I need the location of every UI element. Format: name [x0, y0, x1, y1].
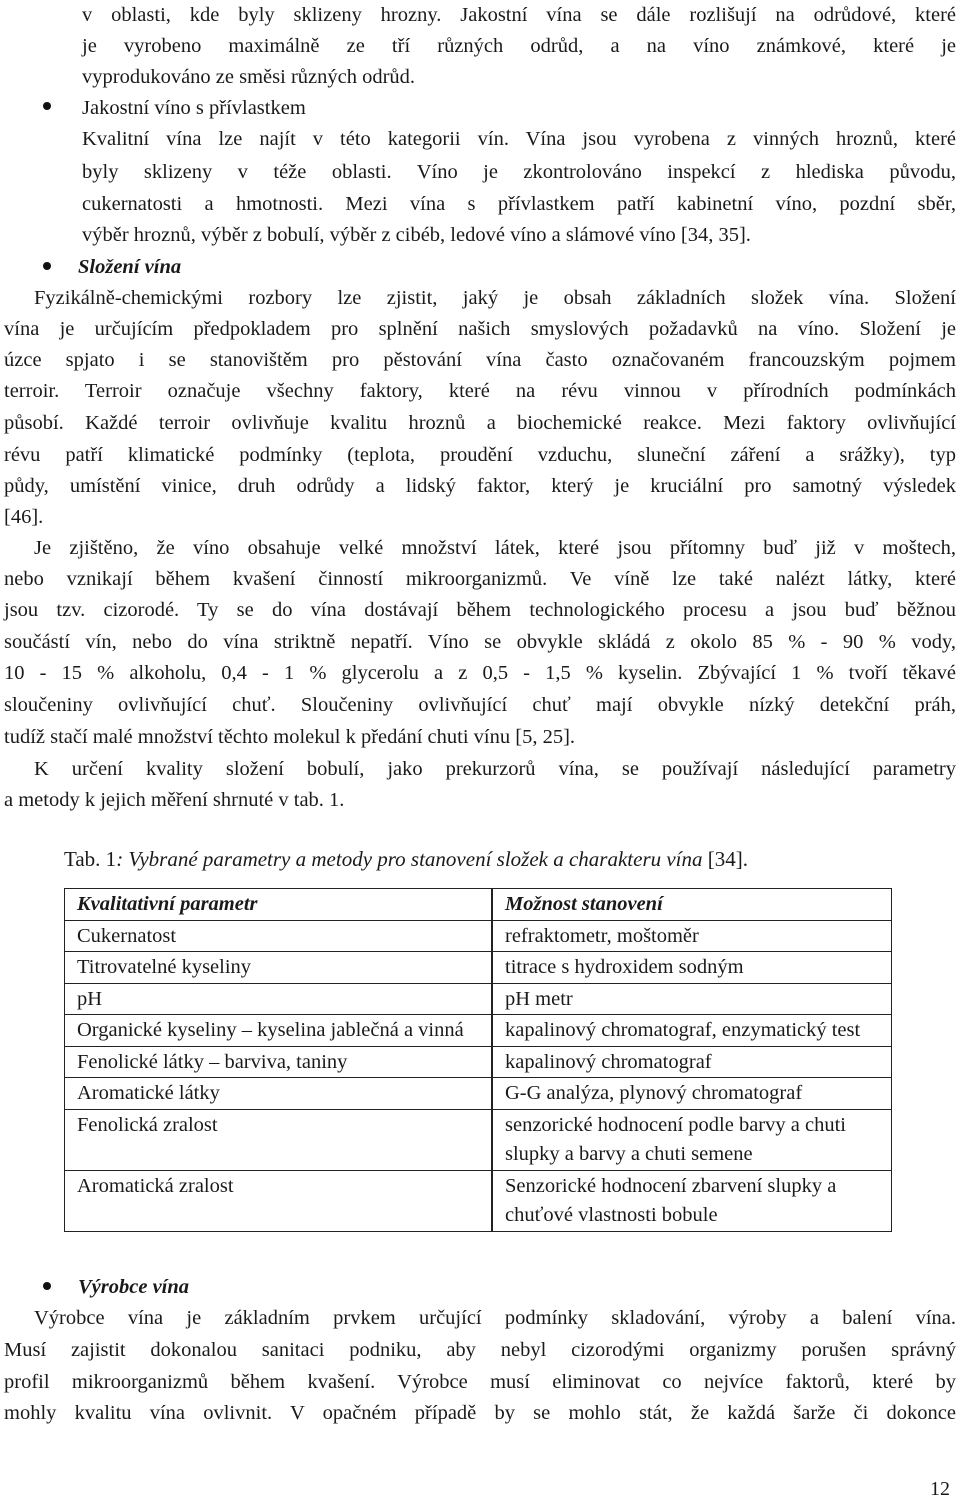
bullet2-title: Složení vína [78, 256, 182, 278]
table-row [65, 1078, 892, 1110]
table-row [65, 1015, 892, 1047]
bullet3-line-2: Musí zajistit dokonalou sanitaci podniku, aby nebyl cizorodými organizmy porušen správný [4, 1339, 956, 1361]
table-row [65, 983, 892, 1015]
bullet-icon [43, 1282, 51, 1290]
table-cell-parameter: Aromatické látky [65, 1078, 492, 1110]
bullet2-line-7: půdy, umístění vinice, druh odrůdy a lidský faktor, který je kruciální pro samotný výsledek [4, 475, 956, 497]
bullet1-line-3: cukernatosti a hmotnosti. Mezi vína s přívlastkem patří kabinetní víno, pozdní sběr, [82, 193, 956, 215]
table-cell-parameter: Aromatická zralost [65, 1170, 492, 1231]
table-row [65, 1046, 892, 1078]
intro-line-2: je vyrobeno maximálně ze tří různých odrůd, a na víno známkové, které je [82, 35, 956, 57]
page-number: 12 [930, 1478, 950, 1500]
para2-line-7: tudíž stačí malé množství těchto molekul k předání chuti vínu [5, 25]. [4, 726, 576, 748]
para2-line-6: sloučeniny ovlivňující chuť. Sloučeniny ovlivňující chuť mají obvykle nízký detekční práh, [4, 694, 956, 716]
bullet3-line-3: profil mikroorganizmů během kvašení. Výrobce musí eliminovat co nejvíce faktorů, které by [4, 1371, 956, 1393]
bullet2-line-6: révu patří klimatické podmínky (teplota, proudění vzduchu, sluneční záření a srážky), typ [4, 444, 956, 466]
para2-line-2: nebo vznikají během kvašení činností mikroorganizmů. Ve víně lze také nalézt látky, které [4, 568, 956, 590]
intro-line-1: v oblasti, kde byly sklizeny hrozny. Jakostní vína se dále rozlišují na odrůdové, které [82, 4, 956, 26]
table-cell-method: G-G analýza, plynový chromatograf [493, 1078, 892, 1110]
bullet3-line-1: Výrobce vína je základním prvkem určující podmínky skladování, výroby a balení vína. [34, 1307, 956, 1329]
header-method: Možnost stanovení [493, 889, 892, 921]
para3-line-1: K určení kvality složení bobulí, jako prekurzorů vína, se používají následující parametry [34, 758, 956, 780]
table-row [65, 920, 892, 952]
bullet2-line-1: Fyzikálně-chemickými rozbory lze zjistit, jaký je obsah základních složek vína. Složení [34, 287, 956, 309]
table-cell-parameter: Cukernatost [65, 920, 492, 952]
table-header-row [65, 889, 892, 921]
bullet1-line-1: Kvalitní vína lze najít v této kategorii vín. Vína jsou vyrobena z vinných hroznů, které [82, 128, 956, 150]
table-cell-parameter: Titrovatelné kyseliny [65, 952, 492, 984]
table-cell-method: kapalinový chromatograf, enzymatický test [493, 1015, 892, 1047]
table-cell-method: Senzorické hodnocení zbarvení slupky a chuťové vlastnosti bobule [493, 1170, 892, 1231]
table-cell-parameter: Fenolická zralost [65, 1109, 492, 1170]
table-cell-method: refraktometr, moštoměr [493, 920, 892, 952]
table-cell-method: senzorické hodnocení podle barvy a chuti slupky a barvy a chuti semene [493, 1109, 892, 1170]
parameters-table [64, 888, 892, 1232]
para2-line-5: 10 - 15 % alkoholu, 0,4 - 1 % glycerolu a z 0,5 - 1,5 % kyselin. Zbývající 1 % tvoří těkavé [4, 662, 956, 684]
header-parameter: Kvalitativní parametr [65, 889, 492, 921]
table-row [65, 952, 892, 984]
table-caption-prefix: Tab. 1 [64, 847, 117, 871]
bullet2-line-2: vína je určujícím předpokladem pro splnění našich smyslových požadavků na víno. Složení je [4, 318, 956, 340]
bullet-icon [43, 262, 51, 270]
bullet2-line-5: působí. Každé terroir ovlivňuje kvalitu hroznů a biochemické reakce. Mezi faktory ovlivňující [4, 412, 956, 434]
para2-line-3: jsou tzv. cizorodé. Ty se do vína dostávají během technologického procesu a jsou buď běžnou [4, 599, 956, 621]
bullet2-line-3: úzce spjato i se stanovištěm pro pěstování vína často označovaném francouzským pojmem [4, 349, 956, 371]
bullet1-line-2: byly sklizeny v téže oblasti. Víno je zkontrolováno inspekcí z hlediska původu, [82, 161, 956, 183]
table-cell-method: kapalinový chromatograf [493, 1046, 892, 1078]
bullet2-line-4: terroir. Terroir označuje všechny faktory, které na révu vinnou v přírodních podmínkách [4, 380, 956, 402]
table-caption-text: : Vybrané parametry a metody pro stanovení složek a charakteru vína [116, 847, 703, 871]
bullet-icon [43, 102, 51, 110]
table-row [65, 1109, 892, 1170]
table-cell-parameter: Fenolické látky – barviva, taniny [65, 1046, 492, 1078]
intro-line-3: vyprodukováno ze směsi různých odrůd. [82, 66, 416, 88]
bullet2-line-8: [46]. [4, 506, 44, 528]
table-caption-ref: [34]. [702, 847, 749, 871]
table-cell-method: pH metr [493, 983, 892, 1015]
bullet3-title: Výrobce vína [78, 1276, 190, 1298]
bullet1-line-4: výběr hroznů, výběr z bobulí, výběr z cibéb, ledové víno a slámové víno [34, 35]. [82, 224, 751, 246]
table-cell-parameter: pH [65, 983, 492, 1015]
table-cell-parameter: Organické kyseliny – kyselina jablečná a vinná [65, 1015, 492, 1047]
para2-line-1: Je zjištěno, že víno obsahuje velké množství látek, které jsou přítomny buď již v moštech, [34, 537, 956, 559]
para2-line-4: součástí vín, nebo do vína striktně nepatří. Víno se obvykle skládá z okolo 85 % - 90 % vody, [4, 631, 956, 653]
bullet3-line-4: mohly kvalitu vína ovlivnit. V opačném případě by se mohlo stát, že každá šarže či dokonce [4, 1402, 956, 1424]
table-caption [64, 844, 748, 875]
para3-line-2: a metody k jejich měření shrnuté v tab. 1. [4, 789, 345, 811]
table-cell-method: titrace s hydroxidem sodným [493, 952, 892, 984]
table-row [65, 1170, 892, 1231]
bullet1-title: Jakostní víno s přívlastkem [82, 97, 306, 119]
